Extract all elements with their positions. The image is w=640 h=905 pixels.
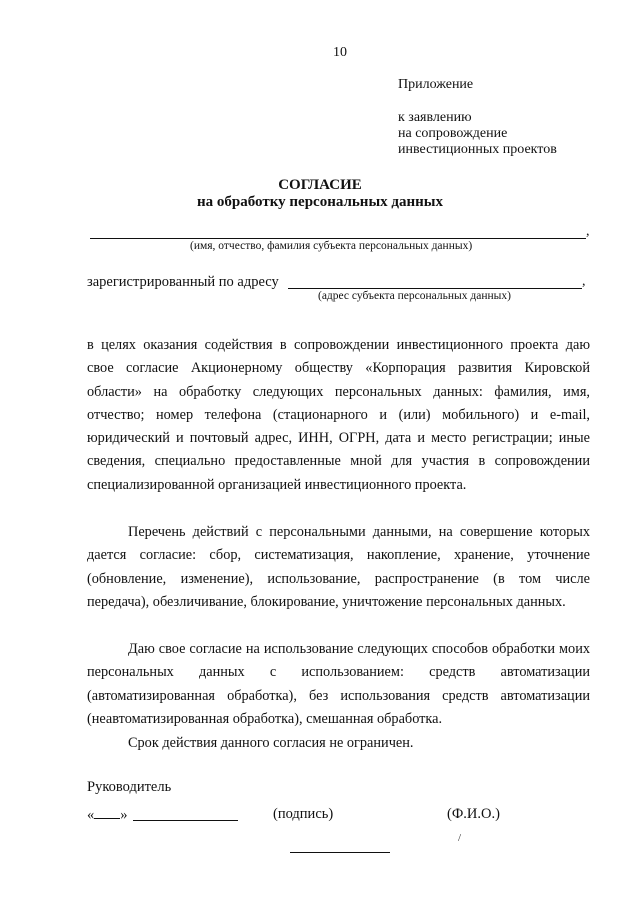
signature-date [87, 806, 128, 824]
date-month-blank[interactable] [133, 808, 238, 821]
title-subtitle: на обработку персональных данных [197, 194, 443, 210]
address-label: зарегистрированный по адресу [87, 274, 279, 290]
date-day-blank[interactable] [94, 806, 120, 819]
address-blank[interactable] [288, 276, 582, 289]
appendix-line: на сопровождение [398, 126, 508, 141]
subject-name-caption: (имя, отчество, фамилия субъекта персональных данных) [190, 240, 473, 252]
title-main: СОГЛАСИЕ [278, 177, 362, 193]
name-label: (Ф.И.О.) [447, 806, 500, 822]
page-number: 10 [333, 45, 347, 60]
appendix-block [398, 77, 557, 158]
address-caption: (адрес субъекта персональных данных) [318, 290, 511, 302]
footer-divider [290, 852, 390, 853]
actions-paragraph: Перечень действий с персональными данными, на совершение которых дается согласие: сбор, систематизация, накопление, хранение, уточнение (обновление, изменение), использование, распространение (в том числе передача), обезличивание, блокирование, уничтожение персональных данных. [87, 524, 590, 610]
appendix-line: к заявлению [398, 110, 472, 125]
signature-role: Руководитель [87, 779, 172, 795]
validity-paragraph: Срок действия данного согласия не ограничен. [128, 735, 414, 751]
methods-paragraph: Даю свое согласие на использование следующих способов обработки моих персональных данных с использованием: средств автоматизации (автоматизированная обработка), без использования средств автоматизации (неавтоматизированная обработка), смешанная обработка. [87, 641, 590, 727]
pen-mark: / [458, 832, 462, 844]
signature-label: (подпись) [273, 806, 334, 822]
subject-name-comma: , [586, 224, 590, 239]
appendix-title: Приложение [398, 77, 474, 92]
subject-name-blank[interactable] [90, 226, 586, 239]
document-title [0, 177, 640, 211]
date-close-quote: » [120, 807, 128, 823]
date-open-quote: « [87, 807, 95, 823]
address-comma: , [582, 274, 586, 289]
consent-paragraph: в целях оказания содействия в сопровождении инвестиционного проекта даю свое согласие Акционерному обществу «Корпорация развития Кировской области» на обработку следующих персональных данных: фамилия, имя, отчество; номер телефона (стационарного и (или) мобильного) и e-mail, юридический и почтовый адрес, ИНН, ОГРН, дата и место регистрации; иные сведения, специально предоставленные мной для участия в сопровождении специализированной организацией инвестиционного проекта. [87, 337, 590, 493]
appendix-line: инвестиционных проектов [398, 142, 557, 157]
